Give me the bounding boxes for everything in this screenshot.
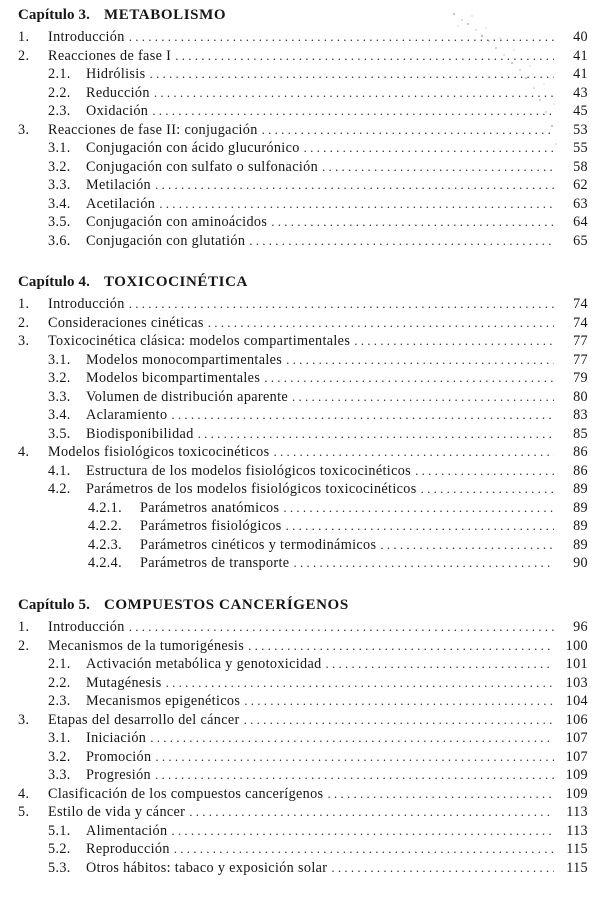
toc-entry-page: 89 (573, 499, 588, 516)
dot-leader (171, 406, 554, 425)
toc-entry-title: Oxidación (86, 103, 149, 119)
toc-entry-number: 3. (18, 121, 30, 138)
toc-entry-page: 45 (573, 103, 588, 119)
toc-entry-title: Parámetros fisiológicos (140, 518, 282, 534)
toc-entry-page: 104 (565, 693, 588, 709)
toc-entry-page: 115 (566, 859, 588, 876)
dot-leader (292, 388, 554, 407)
toc-entry-number: 2.2. (48, 84, 71, 101)
toc-entry (18, 28, 588, 47)
toc-entry-page: 100 (565, 637, 588, 654)
toc-entry (18, 859, 588, 878)
toc-entry (18, 766, 588, 785)
toc-entry-page: 89 (573, 536, 588, 553)
toc-entry-page: 40 (573, 29, 588, 45)
toc-entry-page: 115 (566, 841, 588, 857)
chapter-title: COMPUESTOS CANCERÍGENOS (103, 597, 349, 613)
dot-leader (331, 859, 554, 878)
toc-entry-number: 3.5. (48, 214, 71, 230)
dot-leader (262, 121, 554, 140)
toc-entry-title: Progresión (86, 767, 151, 783)
toc-entry-number: 3. (18, 711, 30, 728)
toc-entry (18, 158, 588, 177)
toc-entry (18, 637, 588, 656)
toc-entry-title: Conjugación con ácido glucurónico (86, 140, 300, 156)
toc-entry-page: 107 (565, 748, 588, 765)
toc-entry-page: 101 (565, 656, 588, 672)
dot-leader (249, 232, 554, 251)
dot-leader (129, 28, 554, 47)
toc-list (18, 295, 588, 573)
toc-entry (18, 84, 588, 103)
toc-entry-number: 5.1. (48, 822, 71, 839)
dot-leader (244, 711, 554, 730)
toc-entry (18, 332, 588, 351)
toc-entry-page: 113 (566, 822, 588, 839)
toc-entry (18, 47, 588, 66)
dot-leader (286, 517, 554, 536)
toc-entry-page: 79 (573, 370, 588, 386)
toc-entry (18, 462, 588, 481)
toc-entry (18, 176, 588, 195)
toc-entry-title: Reducción (86, 84, 150, 101)
toc-entry (18, 711, 588, 730)
toc-entry-number: 3.4. (48, 195, 71, 212)
toc-entry-number: 2. (18, 314, 30, 331)
toc-entry-page: 113 (566, 804, 588, 820)
toc-entry (18, 65, 588, 84)
toc-entry-number: 4. (18, 444, 30, 460)
toc-entry (18, 232, 588, 251)
toc-entry (18, 102, 588, 121)
toc-entry (18, 536, 588, 555)
chapter-section (18, 6, 588, 250)
toc-entry-title: Estilo de vida y cáncer (48, 804, 186, 820)
toc-entry-page: 77 (573, 351, 588, 368)
toc-entry-title: Introducción (48, 29, 125, 45)
toc-entry-page: 55 (573, 140, 588, 156)
toc-entry-title: Toxicocinética clásica: modelos compartimentales (48, 333, 351, 349)
dot-leader (273, 443, 554, 462)
toc-entry-page: 65 (573, 232, 588, 249)
toc-entry-page: 41 (573, 66, 588, 82)
toc-entry-title: Metilación (86, 177, 151, 193)
toc-entry-page: 89 (573, 518, 588, 534)
toc-entry-page: 77 (573, 333, 588, 349)
dot-leader (293, 554, 554, 573)
toc-entry (18, 618, 588, 637)
toc-entry-number: 3.2. (48, 370, 71, 386)
toc-entry-number: 3.2. (48, 748, 71, 765)
dot-leader (322, 158, 554, 177)
toc-entry (18, 406, 588, 425)
toc-entry-title: Mutagénesis (86, 674, 162, 691)
dot-leader (264, 369, 554, 388)
toc-entry-page: 83 (573, 407, 588, 423)
toc-entry-title: Conjugación con aminoácidos (86, 214, 268, 230)
chapter-heading (18, 273, 588, 295)
toc-entry (18, 121, 588, 140)
toc-entry-title: Etapas del desarrollo del cáncer (48, 711, 240, 728)
toc-entry-number: 2.3. (48, 103, 71, 119)
toc-entry-number: 2. (18, 47, 30, 64)
toc-entry-page: 103 (565, 674, 588, 691)
toc-entry-title: Reacciones de fase I (48, 47, 172, 64)
toc-entry-title: Consideraciones cinéticas (48, 314, 204, 331)
toc-entry (18, 674, 588, 693)
toc-entry-number: 3.3. (48, 767, 71, 783)
toc-entry-number: 5. (18, 804, 30, 820)
toc-entry-title: Estructura de los modelos fisiológicos toxicocinéticos (86, 462, 412, 479)
toc-entry (18, 369, 588, 388)
dot-leader (175, 47, 554, 66)
toc-entry (18, 295, 588, 314)
toc-entry-page: 85 (573, 425, 588, 442)
toc-entry-page: 107 (565, 730, 588, 746)
dot-leader (304, 139, 554, 158)
dot-leader (283, 499, 554, 518)
toc-entry-number: 2.3. (48, 693, 71, 709)
toc-entry-number: 4.2.4. (88, 555, 123, 571)
toc-entry-page: 106 (565, 711, 588, 728)
dot-leader (129, 295, 554, 314)
toc-entry-page: 53 (573, 121, 588, 138)
toc-entry-page: 74 (573, 314, 588, 331)
chapter-section (18, 273, 588, 573)
toc-entry-title: Volumen de distribución aparente (86, 388, 289, 405)
dot-leader (155, 766, 554, 785)
dot-leader (354, 332, 554, 351)
toc-entry-page: 64 (573, 214, 588, 230)
toc-entry-number: 1. (18, 29, 30, 45)
toc-entry-title: Parámetros de los modelos fisiológicos toxicocinéticos (86, 481, 417, 497)
toc-entry-page: 63 (573, 195, 588, 212)
toc-entry (18, 729, 588, 748)
dot-leader (248, 637, 554, 656)
toc-entry-title: Promoción (86, 748, 152, 765)
chapter-title: METABOLISMO (103, 7, 227, 23)
toc-entry-number: 3.2. (48, 158, 71, 175)
toc-entry-number: 3.3. (48, 177, 71, 193)
dot-leader (171, 822, 554, 841)
dot-leader (286, 351, 554, 370)
toc-entry-title: Conjugación con sulfato o sulfonación (86, 158, 319, 175)
dot-leader (155, 748, 554, 767)
toc-entry-number: 2.2. (48, 674, 71, 691)
dot-leader (326, 655, 554, 674)
dot-leader (166, 674, 554, 693)
toc-entry-number: 3.1. (48, 140, 71, 156)
toc-entry-title: Parámetros anatómicos (140, 499, 280, 516)
toc-entry-number: 3.1. (48, 730, 71, 746)
dot-leader (380, 536, 554, 555)
toc-entry (18, 499, 588, 518)
toc-entry-title: Modelos monocompartimentales (86, 351, 283, 368)
toc-entry-page: 86 (573, 462, 588, 479)
toc-entry-page: 41 (573, 47, 588, 64)
toc-entry (18, 785, 588, 804)
toc-entry-number: 4.1. (48, 462, 71, 479)
toc-entry-number: 2.1. (48, 66, 71, 82)
toc-entry-number: 4.2.2. (88, 518, 123, 534)
dot-leader (415, 462, 554, 481)
toc-list (18, 28, 588, 250)
toc-entry (18, 840, 588, 859)
chapter-label: Capítulo 5. (18, 597, 90, 613)
toc-entry-number: 3.6. (48, 232, 71, 249)
dot-leader (244, 692, 554, 711)
chapter-heading (18, 6, 588, 28)
toc-entry (18, 480, 588, 499)
dot-leader (198, 425, 554, 444)
dot-leader (150, 729, 554, 748)
toc-entry-title: Parámetros cinéticos y termodinámicos (140, 536, 377, 553)
toc-entry-title: Introducción (48, 296, 125, 312)
toc-entry-page: 96 (573, 619, 588, 635)
toc-entry-number: 4. (18, 785, 30, 802)
toc-entry (18, 803, 588, 822)
toc-entry-page: 62 (573, 177, 588, 193)
toc-entry-number: 3. (18, 333, 30, 349)
toc-entry (18, 822, 588, 841)
toc-entry (18, 425, 588, 444)
toc-entry-page: 74 (573, 296, 588, 312)
toc-entry (18, 517, 588, 536)
toc-entry-number: 3.4. (48, 407, 71, 423)
toc-entry-number: 2. (18, 637, 30, 654)
toc-entry-page: 109 (565, 785, 588, 802)
toc-entry (18, 554, 588, 573)
toc-entry-number: 1. (18, 619, 30, 635)
toc-entry-title: Iniciación (86, 730, 147, 746)
chapter-title: TOXICOCINÉTICA (103, 274, 248, 290)
toc-entry-title: Reacciones de fase II: conjugación (48, 121, 258, 138)
dot-leader (159, 195, 554, 214)
toc-entry (18, 655, 588, 674)
toc-entry-number: 4.2. (48, 481, 71, 497)
toc-entry (18, 139, 588, 158)
toc-entry-number: 1. (18, 296, 30, 312)
toc-entry-title: Modelos bicompartimentales (86, 370, 261, 386)
toc-entry-number: 4.2.1. (88, 499, 123, 516)
toc-entry-title: Mecanismos epigenéticos (86, 693, 241, 709)
toc-entry-title: Reproducción (86, 841, 170, 857)
toc-entry (18, 213, 588, 232)
toc-entry-title: Alimentación (86, 822, 168, 839)
toc-entry-title: Otros hábitos: tabaco y exposición solar (86, 859, 328, 876)
toc-entry-page: 58 (573, 158, 588, 175)
dot-leader (155, 176, 554, 195)
toc-entry-title: Aclaramiento (86, 407, 168, 423)
toc-list (18, 618, 588, 877)
dot-leader (189, 803, 554, 822)
toc-entry-title: Acetilación (86, 195, 156, 212)
dot-leader (129, 618, 554, 637)
dot-leader (174, 840, 554, 859)
dot-leader (271, 213, 554, 232)
toc-entry (18, 692, 588, 711)
toc-entry (18, 443, 588, 462)
toc-entry-number: 4.2.3. (88, 536, 123, 553)
toc-entry-title: Introducción (48, 619, 125, 635)
toc-entry-page: 86 (573, 444, 588, 460)
toc-entry-title: Conjugación con glutatión (86, 232, 246, 249)
toc-entry (18, 748, 588, 767)
toc-entry-title: Activación metabólica y genotoxicidad (86, 656, 322, 672)
toc-entry-title: Hidrólisis (86, 66, 146, 82)
toc-entry-title: Parámetros de transporte (140, 555, 290, 571)
chapter-heading (18, 596, 588, 618)
toc-entry-page: 80 (573, 388, 588, 405)
chapter-section (18, 596, 588, 877)
dot-leader (421, 480, 554, 499)
dot-leader (152, 102, 554, 121)
dot-leader (154, 84, 554, 103)
toc-entry-number: 3.3. (48, 388, 71, 405)
chapter-label: Capítulo 3. (18, 7, 90, 23)
toc-entry (18, 388, 588, 407)
toc-entry-number: 3.5. (48, 425, 71, 442)
toc-entry-page: 90 (573, 555, 588, 571)
toc-entry-page: 89 (573, 481, 588, 497)
dot-leader (208, 314, 554, 333)
toc-entry-number: 5.2. (48, 841, 71, 857)
toc-entry-page: 109 (565, 767, 588, 783)
toc-entry-title: Clasificación de los compuestos cancerígenos (48, 785, 324, 802)
chapter-label: Capítulo 4. (18, 274, 90, 290)
toc-entry-page: 43 (573, 84, 588, 101)
toc-entry (18, 195, 588, 214)
toc-entry-number: 2.1. (48, 656, 71, 672)
toc-entry (18, 351, 588, 370)
toc-entry-title: Biodisponibilidad (86, 425, 194, 442)
toc-entry-number: 5.3. (48, 859, 71, 876)
toc-entry-title: Mecanismos de la tumorigénesis (48, 637, 245, 654)
dot-leader (149, 65, 554, 84)
toc-entry-title: Modelos fisiológicos toxicocinéticos (48, 444, 270, 460)
toc-entry (18, 314, 588, 333)
dot-leader (327, 785, 554, 804)
toc-entry-number: 3.1. (48, 351, 71, 368)
